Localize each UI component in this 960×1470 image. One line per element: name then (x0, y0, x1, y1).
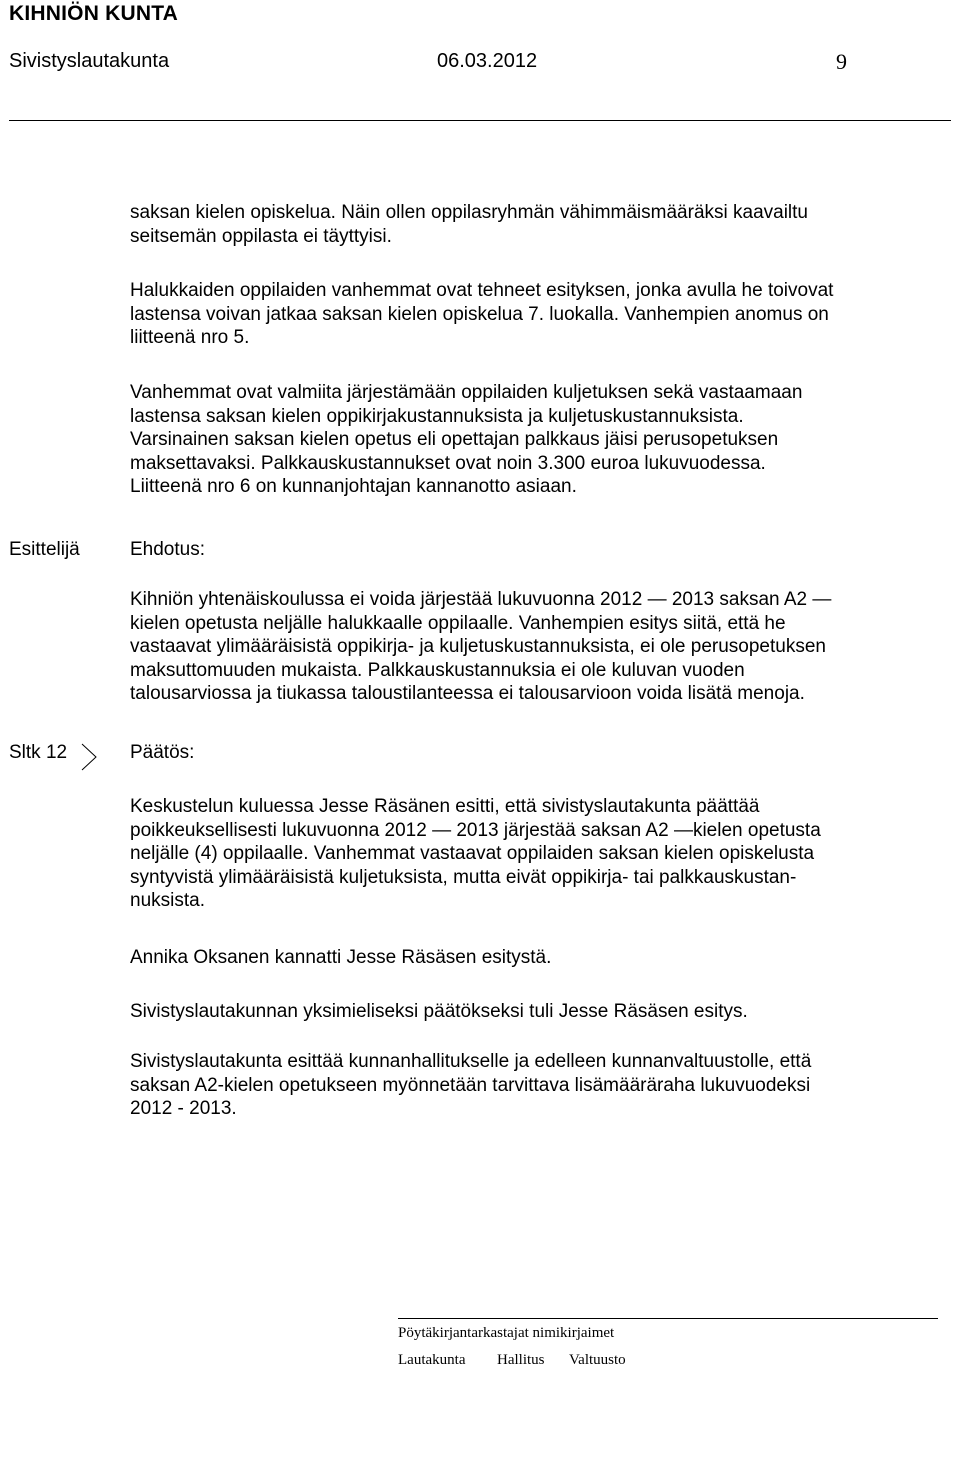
paragraph-unanimous: Sivistyslautakunnan yksimieliseksi päätökseksi tuli Jesse Räsäsen esitys. (130, 1001, 748, 1022)
text-line: Halukkaiden oppilaiden vanhemmat ovat tehneet esityksen, jonka avulla he toivovat (130, 280, 834, 301)
meeting-date: 06.03.2012 (437, 50, 538, 72)
text-line: kielen opetusta neljälle halukkaalle oppilaalle. Vanhempien esitys siitä, että he (130, 612, 786, 634)
text-line: Varsinainen saksan kielen opetus eli opettajan palkkaus jäisi perusopetuksen (130, 429, 779, 450)
text-line: Kihniön yhtenäiskoulussa ei voida järjestää lukuvuonna 2012 — 2013 saksan A2 — (130, 589, 832, 610)
page-number: 9 (836, 49, 847, 74)
paragraph-1 (130, 201, 955, 248)
text-line: 2012 - 2013. (130, 1098, 237, 1119)
text-line: poikkeuksellisesti lukuvuonna 2012 — 2013 järjestää saksan A2 —kielen opetusta (130, 819, 821, 841)
section-reference: Sltk 12 (9, 742, 68, 763)
text-line: vastaavat ylimääräisistä oppikirja- ja kuljetuskustannuksista, ei ole perusopetuksen (130, 636, 826, 657)
text-line: talousarviossa ja tiukassa taloustilanteessa ei talousarvioon voida lisätä menoja. (130, 683, 805, 704)
proposal-label: Ehdotus: (130, 539, 205, 560)
text-line: saksan A2-kielen opetukseen myönnetään tarvittava lisämääräraha lukuvuodeksi (130, 1074, 811, 1096)
signature-initials-title: Pöytäkirjantarkastajat nimikirjaimet (398, 1325, 615, 1341)
text-line: syntyvistä ylimääräisistä kuljetuksista, mutta eivät oppikirja- tai palkkauskustan- (130, 866, 797, 888)
text-line: maksuttomuuden mukaista. Palkkauskustannuksia ei ole kuluvan vuoden (130, 659, 745, 681)
text-line: saksan kielen opiskelua. Näin ollen oppilasryhmän vähimmäismääräksi kaavailtu (130, 202, 808, 223)
paragraph-3 (130, 381, 955, 499)
committee-name: Sivistyslautakunta (9, 50, 170, 72)
footer-divider (398, 1318, 938, 1319)
text-line: Liitteenä nro 6 on kunnanjohtajan kannanotto asiaan. (130, 476, 577, 497)
text-line: liitteenä nro 5. (130, 327, 250, 348)
paragraph-proposal-to-council (130, 1050, 955, 1121)
text-line: lastensa saksan kielen oppikirjakustannuksista ja kuljetuskustannuksista. (130, 405, 744, 427)
presenter-label: Esittelijä (9, 539, 80, 560)
proposal-text (130, 588, 955, 706)
text-line: Vanhemmat ovat valmiita järjestämään oppilaiden kuljetuksen sekä vastaamaan (130, 382, 803, 403)
signer-government: Hallitus (497, 1352, 545, 1368)
paragraph-2 (130, 279, 955, 350)
text-line: lastensa voivan jatkaa saksan kielen opiskelua 7. luokalla. Vanhempien anomus on (130, 303, 829, 325)
text-line: seitsemän oppilasta ei täyttyisi. (130, 225, 392, 247)
text-line: Keskustelun kuluessa Jesse Räsänen esitti, että sivistyslautakunta päättää (130, 796, 760, 817)
organization-title: KIHNIÖN KUNTA (9, 2, 179, 25)
decision-label: Päätös: (130, 742, 195, 763)
decision-text (130, 795, 955, 913)
text-line: Sivistyslautakunta esittää kunnanhallitukselle ja edelleen kunnanvaltuustolle, että (130, 1051, 812, 1072)
text-line: nuksista. (130, 890, 205, 911)
signer-board: Lautakunta (398, 1352, 466, 1368)
signer-council: Valtuusto (569, 1352, 626, 1368)
header-divider (9, 120, 951, 121)
text-line: neljälle (4) oppilaalle. Vanhemmat vastaavat oppilaiden saksan kielen opiskelusta (130, 843, 815, 864)
text-line: maksettavaksi. Palkkauskustannukset ovat noin 3.300 euroa lukuvuodessa. (130, 452, 766, 474)
paragraph-support: Annika Oksanen kannatti Jesse Räsäsen esitystä. (130, 947, 552, 968)
section-bracket-icon (80, 742, 100, 772)
